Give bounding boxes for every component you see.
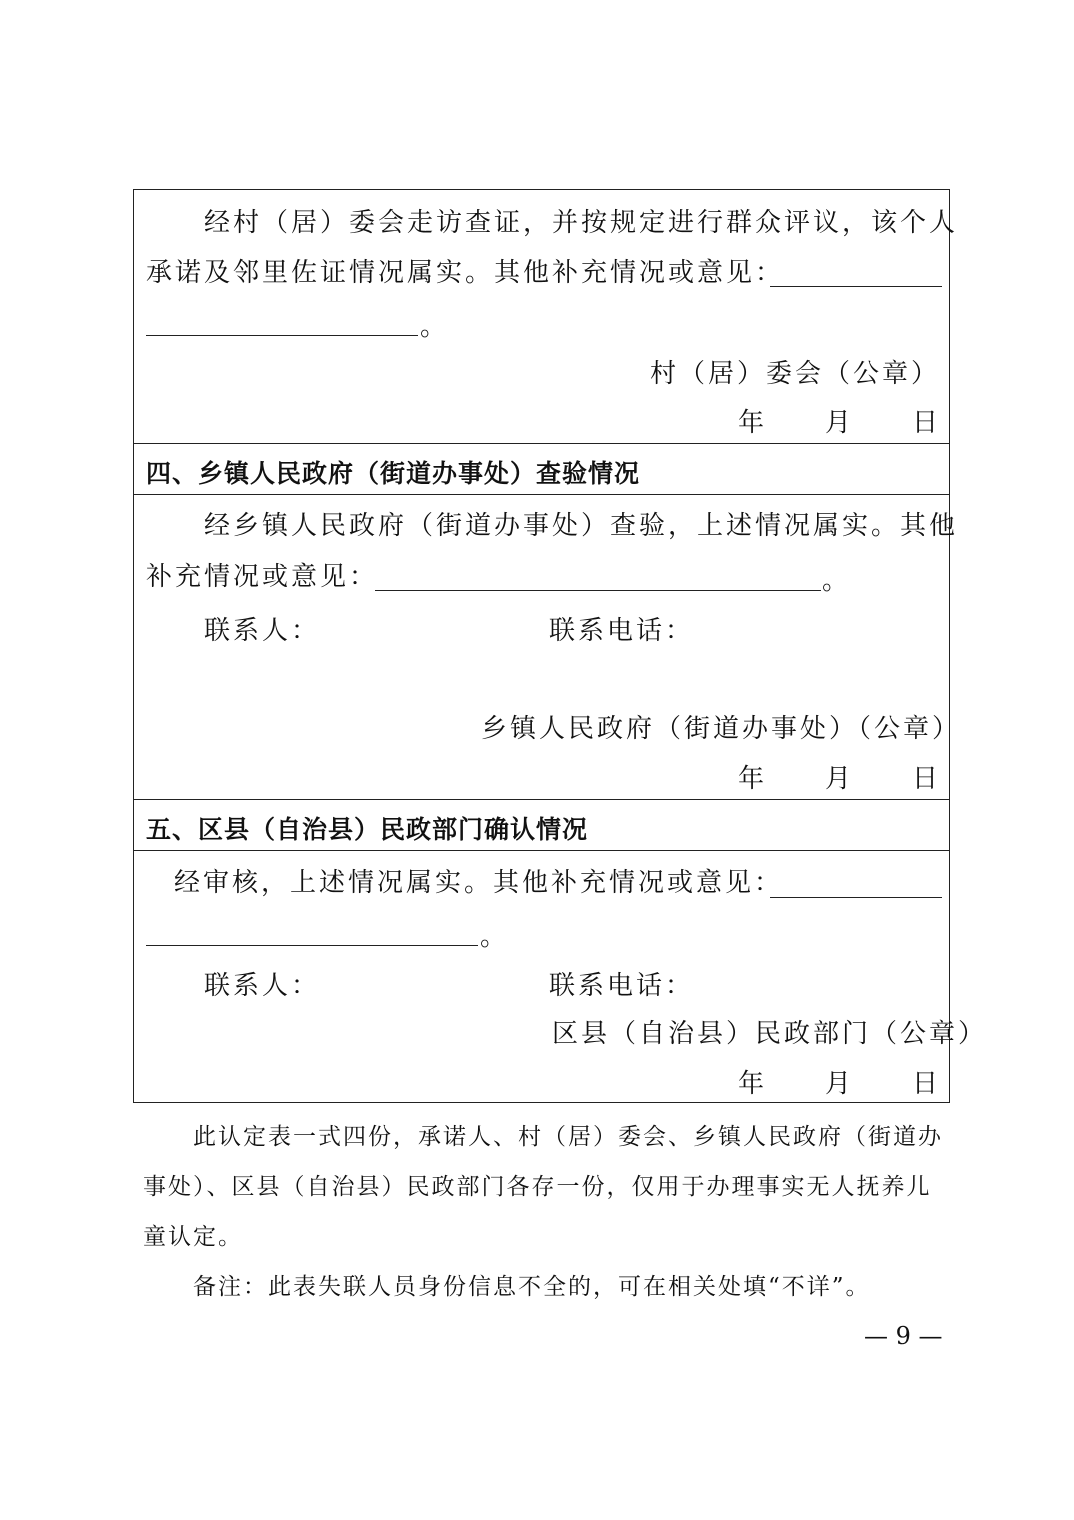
note-line2: 事处）、区县（自治县）民政部门各存一份，仅用于办理事实无人抚养儿 (143, 1174, 932, 1200)
section3-seal: 村（居）委会（公章） (650, 359, 941, 389)
section4-opinion-blank[interactable] (375, 590, 821, 591)
divider (134, 443, 949, 444)
note-line1: 此认定表一式四份，承诺人、村（居）委会、乡镇人民政府（街道办 (193, 1124, 943, 1150)
section3-text-line2: 承诺及邻里佐证情况属实。其他补充情况或意见： (146, 258, 785, 288)
form-table (133, 189, 988, 1103)
section5-phone-label: 联系电话： (549, 971, 695, 1001)
section4-contact-label: 联系人： (204, 616, 321, 646)
section5-opinion-blank-2[interactable] (146, 945, 478, 946)
page-number: — 9 — (864, 1322, 943, 1350)
section3-opinion-blank-2[interactable] (146, 335, 418, 336)
section5-contact-label: 联系人： (204, 971, 321, 1001)
section4-line2-end: 。 (822, 566, 852, 596)
divider (134, 850, 949, 851)
section5-line2-end: 。 (480, 922, 510, 952)
section3-opinion-blank-1[interactable] (770, 286, 942, 287)
section4-heading: 四、乡镇人民政府（街道办事处）查验情况 (146, 459, 641, 488)
remark: 备注：此表失联人员身份信息不全的，可在相关处填“不详”。 (193, 1274, 871, 1300)
section5-text-line1: 经审核，上述情况属实。其他补充情况或意见： (174, 868, 784, 898)
section5-seal: 区县（自治县）民政部门（公章） (552, 1019, 988, 1049)
divider (134, 494, 949, 495)
section5-opinion-blank-1[interactable] (770, 897, 942, 898)
section3-text-line1: 经村（居）委会走访查证，并按规定进行群众评议，该个人 (204, 208, 959, 238)
section4-seal: 乡镇人民政府（街道办事处）（公章） (481, 714, 962, 744)
section4-date: 年 月 日 (738, 764, 942, 794)
note-line3: 童认定。 (143, 1224, 243, 1250)
section5-heading: 五、区县（自治县）民政部门确认情况 (146, 815, 589, 844)
section4-phone-label: 联系电话： (549, 616, 695, 646)
section4-text-line1: 经乡镇人民政府（街道办事处）查验，上述情况属实。其他 (204, 511, 959, 541)
section5-date: 年 月 日 (738, 1069, 942, 1099)
section3-line3-end: 。 (420, 312, 450, 342)
section4-text-line2: 补充情况或意见： (146, 562, 379, 592)
divider (134, 799, 949, 800)
section3-date: 年 月 日 (738, 408, 942, 438)
